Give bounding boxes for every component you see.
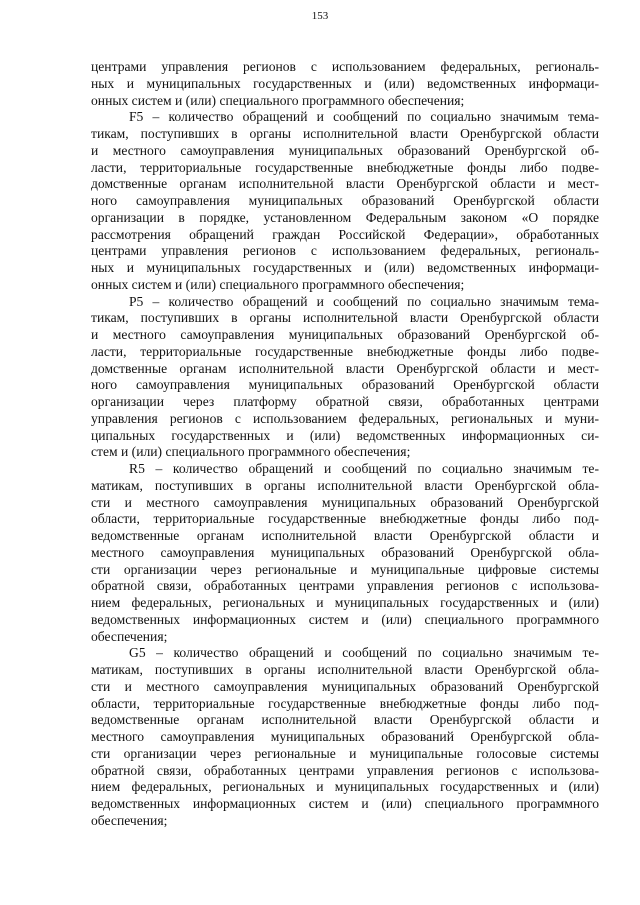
text-line: сти организации через региональные и муниципальные цифровые системы — [91, 561, 599, 577]
text-line: нием федеральных, региональных и муниципальных государственных и (или) — [91, 779, 599, 795]
text-line: ных и муниципальных государственных и (или) ведомственных информаци- — [91, 75, 599, 91]
text-line: R5 – количество обращений и сообщений по социально значимым те- — [129, 461, 599, 476]
paragraph — [91, 59, 599, 109]
text-line: ведомственных информационных систем и (или) специального программного — [91, 611, 599, 627]
text-line: домственные органам исполнительной власти Оренбургской области и мест- — [91, 360, 599, 376]
page-number: 153 — [311, 10, 329, 22]
text-line: обеспечения; — [91, 628, 168, 644]
text-line: G5 – количество обращений и сообщений по социально значимым те- — [129, 645, 599, 661]
paragraph — [91, 461, 599, 645]
text-line: ласти, территориальные государственные внебюджетные фонды либо подве- — [91, 159, 599, 175]
text-line: ведомственные органам исполнительной власти Оренбургской области и — [91, 528, 599, 543]
document-body — [91, 59, 599, 830]
text-line: организации через платформу обратной связи, обработанных центрами — [91, 394, 599, 409]
paragraph — [91, 109, 599, 293]
text-line: сти организации через региональные и муниципальные голосовые системы — [91, 745, 599, 761]
text-line: и местного самоуправления муниципальных образований Оренбургской об- — [91, 327, 599, 342]
text-line: стем и (или) специального программного обеспечения; — [91, 444, 411, 460]
text-line: области, территориальные государственные внебюджетные фонды либо под- — [91, 695, 599, 711]
text-line: организации в порядке, установленном Федеральным законом «О порядке — [91, 209, 599, 225]
text-line: домственные органам исполнительной власти Оренбургской области и мест- — [91, 176, 599, 192]
text-line: рассмотрения обращений граждан Российской Федерации», обработанных — [91, 226, 599, 242]
text-line: тикам, поступивших в органы исполнительной власти Оренбургской области — [91, 126, 599, 141]
text-line: ных и муниципальных государственных и (или) ведомственных информаци- — [91, 260, 599, 275]
text-line: тикам, поступивших в органы исполнительной власти Оренбургской области — [91, 310, 599, 326]
text-line: ципальных государственных и (или) ведомственных информационных си- — [91, 427, 599, 443]
paragraph — [91, 645, 599, 829]
text-line: ведомственных информационных систем и (или) специального программного — [91, 796, 599, 811]
text-line: местного самоуправления муниципальных образований Оренбургской обла- — [91, 544, 599, 560]
text-line: матикам, поступивших в органы исполнительной власти Оренбургской обла- — [91, 662, 599, 677]
text-line: нием федеральных, региональных и муниципальных государственных и (или) — [91, 595, 599, 610]
text-line: области, территориальные государственные внебюджетные фонды либо под- — [91, 511, 599, 527]
text-line: онных систем и (или) специального программного обеспечения; — [91, 276, 465, 292]
text-line: центрами управления регионов с использованием федеральных, региональ- — [91, 243, 599, 259]
text-line: ного самоуправления муниципальных образований Оренбургской области — [91, 377, 599, 393]
text-line: обратной связи, обработанных центрами управления регионов с использова- — [91, 578, 599, 594]
text-line: обратной связи, обработанных центрами управления регионов с использова- — [91, 762, 599, 778]
text-line: матикам, поступивших в органы исполнительной власти Оренбургской обла- — [91, 477, 599, 493]
text-line: обеспечения; — [91, 812, 168, 828]
text-line: сти и местного самоуправления муниципальных образований Оренбургской — [91, 678, 599, 694]
text-line: сти и местного самоуправления муниципальных образований Оренбургской — [91, 494, 599, 510]
text-line: F5 – количество обращений и сообщений по социально значимым тема- — [129, 109, 599, 125]
text-line: P5 – количество обращений и сообщений по социально значимым тема- — [129, 293, 599, 309]
text-line: управления регионов с использованием федеральных, региональных и муни- — [91, 410, 599, 426]
text-line: онных систем и (или) специального программного обеспечения; — [91, 92, 465, 108]
text-line: ласти, территориальные государственные внебюджетные фонды либо подве- — [91, 343, 599, 359]
text-line: местного самоуправления муниципальных образований Оренбургской обла- — [91, 729, 599, 744]
text-line: ведомственные органам исполнительной власти Оренбургской области и — [91, 712, 599, 728]
text-line: центрами управления регионов с использованием федеральных, региональ- — [91, 59, 599, 74]
paragraph — [91, 294, 599, 462]
text-line: и местного самоуправления муниципальных образований Оренбургской об- — [91, 142, 599, 158]
text-line: ного самоуправления муниципальных образований Оренбургской области — [91, 193, 599, 208]
